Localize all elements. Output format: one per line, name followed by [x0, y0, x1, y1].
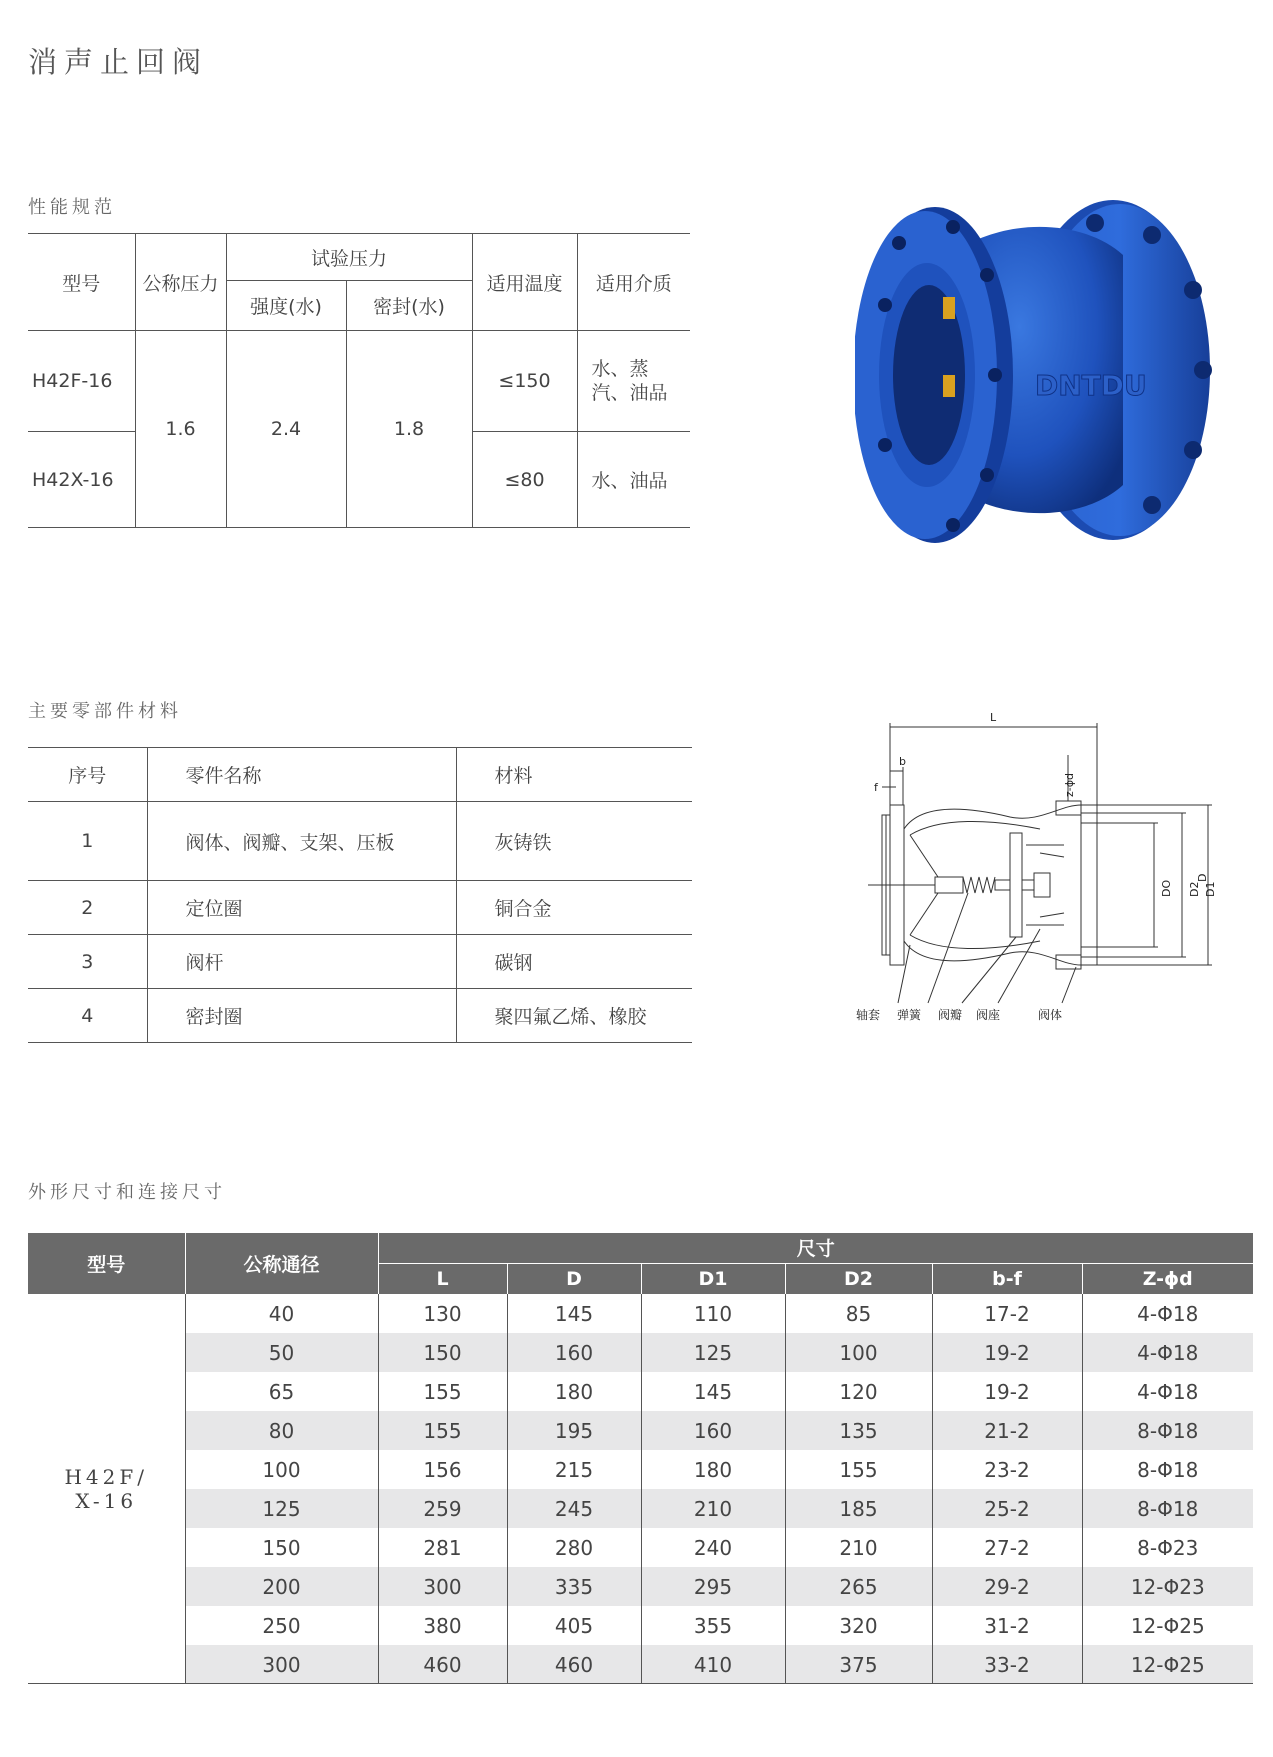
- dims-cell-D: 335: [507, 1567, 641, 1606]
- dims-cell-D2: 85: [785, 1294, 932, 1333]
- dims-cell-bf: 19-2: [932, 1372, 1082, 1411]
- dims-cell-bf: 23-2: [932, 1450, 1082, 1489]
- dims-cell-D1: 240: [641, 1528, 785, 1567]
- dims-cell-D2: 210: [785, 1528, 932, 1567]
- dims-cell-bf: 19-2: [932, 1333, 1082, 1372]
- dim-f-label: f: [874, 781, 878, 794]
- dims-cell-D: 180: [507, 1372, 641, 1411]
- mat-no-4: 4: [28, 989, 147, 1043]
- mat-material-1: 灰铸铁: [456, 802, 692, 881]
- mat-material-2: 铜合金: [456, 881, 692, 935]
- dims-cell-zd: 4-Φ18: [1082, 1333, 1253, 1372]
- dims-cell-L: 460: [378, 1645, 507, 1684]
- dims-cell-bf: 27-2: [932, 1528, 1082, 1567]
- dims-header-bf: b-f: [932, 1263, 1082, 1294]
- dims-cell-D1: 125: [641, 1333, 785, 1372]
- dims-header-size: 尺寸: [378, 1233, 1253, 1263]
- table-row: [28, 1411, 1253, 1450]
- mat-part-3: 阀杆: [147, 935, 456, 989]
- dim-D-label: D: [1196, 873, 1209, 882]
- materials-table: [28, 747, 692, 1043]
- header-material: 材料: [456, 748, 692, 802]
- dims-cell-zd: 4-Φ18: [1137, 1379, 1199, 1404]
- dims-cell-bf: 25-2: [932, 1489, 1082, 1528]
- dims-cell-D1: 295: [641, 1567, 785, 1606]
- dims-cell-L: 380: [378, 1606, 507, 1645]
- table-row: [28, 1567, 1253, 1606]
- dim-b-label: b: [899, 755, 906, 768]
- part-label-body: 阀体: [1038, 1008, 1063, 1022]
- dims-header-dn: 公称通径: [185, 1233, 378, 1294]
- perf-strength: 2.4: [226, 331, 346, 528]
- dims-header-D1: D1: [641, 1263, 785, 1294]
- part-label-spring: 弹簧: [897, 1008, 922, 1022]
- dims-cell-dn: 300: [185, 1645, 378, 1684]
- section-title-dimensions: 外形尺寸和连接尺寸: [28, 1182, 226, 1203]
- dims-cell-D2: 120: [785, 1372, 932, 1411]
- dims-cell-D2: 265: [785, 1567, 932, 1606]
- table-row: [28, 1489, 1253, 1528]
- perf-model-2: H42X-16: [28, 432, 135, 528]
- dims-cell-D: 215: [507, 1450, 641, 1489]
- dims-header-D: D: [507, 1263, 641, 1294]
- dims-cell-dn: 150: [185, 1528, 378, 1567]
- dims-cell-bf: 17-2: [932, 1294, 1082, 1333]
- performance-table: [28, 233, 690, 528]
- dims-header-model: 型号: [28, 1233, 185, 1294]
- dims-cell-D1: 145: [641, 1372, 785, 1411]
- header-model: 型号: [28, 234, 135, 331]
- header-part: 零件名称: [147, 748, 456, 802]
- perf-temperature-2: ≤80: [472, 432, 577, 528]
- dims-cell-L: 300: [378, 1567, 507, 1606]
- perf-medium-1: 水、蒸汽、油品: [577, 331, 690, 432]
- dims-cell-bf: 29-2: [932, 1567, 1082, 1606]
- dims-cell-D2: 320: [785, 1606, 932, 1645]
- dims-cell-L: 259: [378, 1489, 507, 1528]
- header-no: 序号: [28, 748, 147, 802]
- mat-no-1: 1: [28, 802, 147, 881]
- mat-no-3: 3: [28, 935, 147, 989]
- dims-cell-D2: 375: [785, 1645, 932, 1684]
- mat-part-2: 定位圈: [147, 881, 456, 935]
- dim-DO-label: DO: [1160, 879, 1173, 897]
- dims-cell-D1: 355: [641, 1606, 785, 1645]
- header-test-pressure: 试验压力: [226, 234, 472, 281]
- dims-cell-D1: 410: [641, 1645, 785, 1684]
- dims-cell-D: 460: [507, 1645, 641, 1684]
- dims-cell-D2: 100: [785, 1333, 932, 1372]
- dims-cell-dn: 125: [185, 1489, 378, 1528]
- dims-cell-D: 195: [507, 1411, 641, 1450]
- dims-cell-L: 155: [378, 1372, 507, 1411]
- table-row: [28, 1450, 1253, 1489]
- mat-material-3: 碳钢: [456, 935, 692, 989]
- dims-cell-zd: 8-Φ23: [1137, 1535, 1199, 1560]
- perf-seal: 1.8: [346, 331, 472, 528]
- part-label-seat: 阀座: [976, 1008, 1001, 1022]
- dims-model-line1: H42F/: [64, 1465, 148, 1489]
- dims-cell-zd: 12-Φ25: [1130, 1613, 1205, 1638]
- dims-header-L: L: [378, 1263, 507, 1294]
- header-seal: 密封(水): [346, 281, 472, 331]
- header-medium: 适用介质: [577, 234, 690, 331]
- dims-model-line2: X-16: [75, 1489, 138, 1513]
- dims-cell-D2: 135: [785, 1411, 932, 1450]
- dims-header-D2: D2: [785, 1263, 932, 1294]
- dims-cell-D1: 160: [641, 1411, 785, 1450]
- dims-cell-D1: 110: [641, 1294, 785, 1333]
- dims-cell-D1: 180: [641, 1450, 785, 1489]
- dims-cell-dn: 200: [185, 1567, 378, 1606]
- dims-cell-L: 130: [378, 1294, 507, 1333]
- mat-material-4: 聚四氟乙烯、橡胶: [456, 989, 692, 1043]
- table-row: [28, 1372, 1253, 1411]
- dims-cell-dn: 65: [185, 1372, 378, 1411]
- dimensions-table: [28, 1233, 1253, 1684]
- dims-cell-dn: 50: [185, 1333, 378, 1372]
- dims-cell-zd: 8-Φ18: [1082, 1411, 1253, 1450]
- dim-D1-label: D1: [1204, 881, 1217, 897]
- perf-nominal-pressure: 1.6: [135, 331, 226, 528]
- valve-section-drawing: [840, 705, 1220, 1035]
- dim-zd-label: z-ϕd: [1063, 773, 1076, 797]
- perf-medium-2: 水、油品: [577, 432, 690, 528]
- dims-cell-dn: 80: [185, 1411, 378, 1450]
- dims-cell-D: 160: [507, 1333, 641, 1372]
- dims-cell-D2: 155: [785, 1450, 932, 1489]
- dims-cell-D1: 210: [641, 1489, 785, 1528]
- valve-product-image: [855, 195, 1215, 555]
- dims-cell-D: 145: [507, 1294, 641, 1333]
- dims-cell-L: 150: [378, 1333, 507, 1372]
- section-title-performance: 性能规范: [28, 197, 116, 218]
- table-row: [28, 1528, 1253, 1567]
- dims-cell-zd: 12-Φ25: [1082, 1645, 1253, 1684]
- dims-cell-D2: 185: [785, 1489, 932, 1528]
- dims-cell-D: 405: [507, 1606, 641, 1645]
- dims-cell-zd: 4-Φ18: [1137, 1301, 1199, 1326]
- dims-cell-zd: 8-Φ18: [1137, 1457, 1199, 1482]
- dims-cell-zd: 12-Φ23: [1082, 1567, 1253, 1606]
- header-temperature: 适用温度: [472, 234, 577, 331]
- dim-L-label: L: [990, 711, 997, 724]
- dims-cell-dn: 40: [185, 1294, 378, 1333]
- dim-D2-label: D2: [1188, 881, 1201, 897]
- dims-cell-zd: 8-Φ18: [1082, 1489, 1253, 1528]
- perf-model-1: H42F-16: [28, 331, 135, 432]
- dims-cell-bf: 31-2: [932, 1606, 1082, 1645]
- dims-header-zd: Z-ϕd: [1082, 1263, 1253, 1294]
- dims-cell-L: 156: [378, 1450, 507, 1489]
- dims-model-cell: [28, 1294, 185, 1684]
- mat-no-2: 2: [28, 881, 147, 935]
- mat-part-1: 阀体、阀瓣、支架、压板: [147, 802, 456, 881]
- dims-cell-L: 281: [378, 1528, 507, 1567]
- header-strength: 强度(水): [226, 281, 346, 331]
- header-nominal-pressure: 公称压力: [135, 234, 226, 331]
- dims-cell-bf: 21-2: [932, 1411, 1082, 1450]
- table-row: [28, 1645, 1253, 1684]
- dims-cell-L: 155: [378, 1411, 507, 1450]
- valve-logo-text: DNTDU: [1035, 369, 1147, 402]
- dims-cell-D: 245: [507, 1489, 641, 1528]
- dims-body: [28, 1294, 1253, 1684]
- dims-cell-bf: 33-2: [932, 1645, 1082, 1684]
- section-title-materials: 主要零部件材料: [28, 701, 182, 722]
- perf-temperature-1: ≤150: [472, 331, 577, 432]
- table-row: [28, 1333, 1253, 1372]
- dims-cell-D: 280: [507, 1528, 641, 1567]
- dims-bottom-rule: [28, 1683, 1253, 1684]
- mat-part-4: 密封圈: [147, 989, 456, 1043]
- part-label-bushing: 轴套: [856, 1008, 881, 1022]
- dims-cell-dn: 100: [185, 1450, 378, 1489]
- table-row: [28, 1294, 1253, 1333]
- page-title: 消声止回阀: [28, 45, 209, 79]
- dims-cell-dn: 250: [185, 1606, 378, 1645]
- part-label-disc: 阀瓣: [938, 1008, 963, 1022]
- table-row: [28, 1606, 1253, 1645]
